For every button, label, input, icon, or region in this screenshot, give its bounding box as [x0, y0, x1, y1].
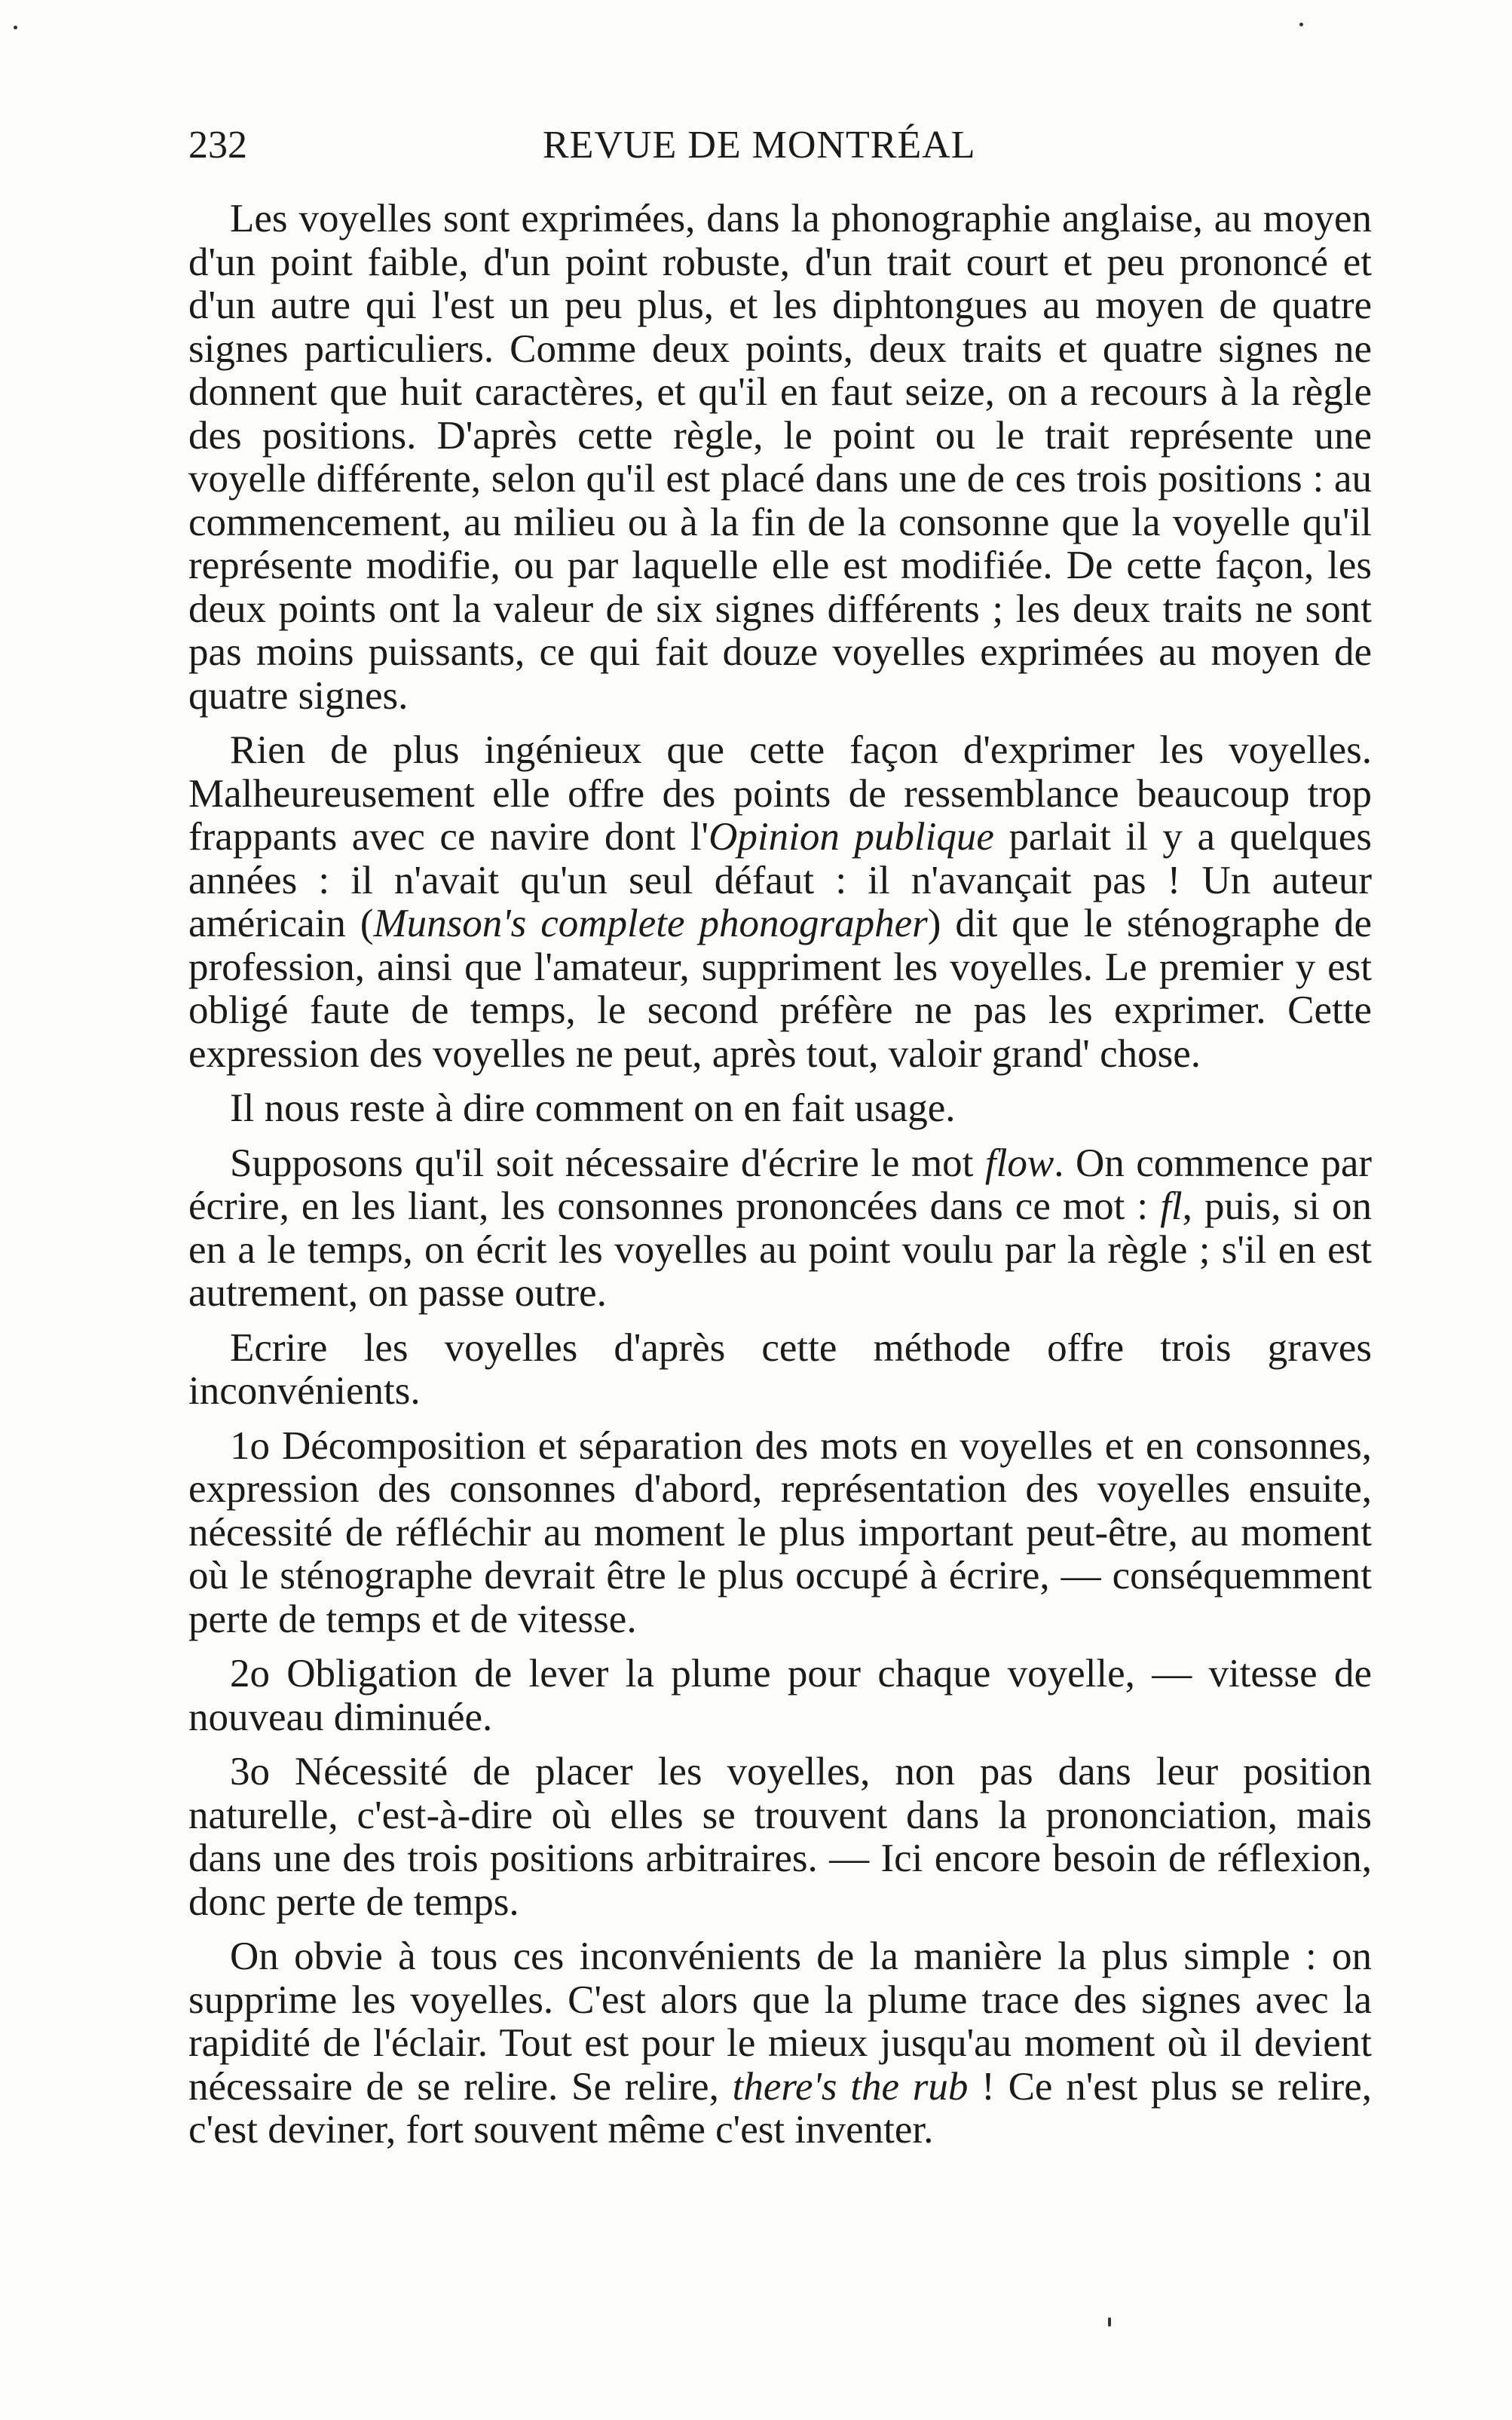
paragraph — [188, 1751, 1372, 1924]
paragraph — [188, 729, 1372, 1076]
italic-text: Opinion publique — [709, 815, 994, 859]
italic-text: fl — [1160, 1184, 1183, 1228]
paragraph — [188, 1425, 1372, 1642]
paragraph — [188, 1142, 1372, 1316]
paragraph — [188, 1935, 1372, 2152]
text-run: 3o Nécessité de placer les voyelles, non pas dans leur position naturelle, c'est-à-dire où elles se trouvent dans la prononciation, mais dans une des trois positions arbitraires. — Ici encore besoin de réflexion, donc perte de temps. — [188, 1750, 1372, 1924]
text-run: 2o Obligation de lever la plume pour chaque voyelle, — vitesse de nouveau diminuée. — [188, 1652, 1372, 1739]
italic-text: there's the rub — [732, 2064, 969, 2109]
ink-speck — [14, 26, 17, 29]
text-run: Les voyelles sont exprimées, dans la phonographie anglaise, au moyen d'un point faible, d'un point robuste, d'un trait court et peu prononcé et d'un autre qui l'est un peu plus, et les diphtongues au moyen de quatre signes particuliers. Comme deux points, deux traits et quatre signes ne donnent que huit caractères, et qu'il en faut seize, on a recours à la règle des positions. D'après cette règle, le point ou le trait représente une voyelle différente, selon qu'il est placé dans une de ces trois positions : au commencement, au milieu ou à la fin de la consonne que la voyelle qu'il représente modifie, ou par laquelle elle est modifiée. De cette façon, les deux points ont la valeur de six signes différents ; les deux traits ne sont pas moins puissants, ce qui fait douze voyelles exprimées au moyen de quatre signes. — [188, 197, 1372, 718]
text-run: parlait il y a quelques années : il n'avait qu'un seul défaut : il n'avançait pas ! Un auteur américain ( — [188, 815, 1372, 945]
italic-text: Munson's complete phonographer — [373, 902, 928, 945]
text-run: On obvie à tous ces inconvénients de la manière la plus simple : on supprime les voyelles. C'est alors que la plume trace des signes avec la rapidité de l'éclair. Tout est pour le mieux jusqu'au moment où il devient nécessaire de se relire. Se relire, — [188, 1934, 1372, 2109]
running-title: REVUE DE MONTRÉAL — [543, 124, 976, 167]
paragraph — [188, 198, 1372, 718]
text-run: . On commence par écrire, en les liant, les consonnes prononcées dans ce mot : — [188, 1141, 1372, 1228]
body-text — [188, 198, 1372, 2164]
text-run: , puis, si on en a le temps, on écrit les voyelles au point voulu par la règle ; s'il en est autrement, on passe outre. — [188, 1184, 1373, 1315]
ink-speck — [1108, 2317, 1111, 2327]
text-run: Ecrire les voyelles d'après cette méthode offre trois graves inconvénients. — [188, 1325, 1372, 1413]
text-run: Il nous reste à dire comment on en fait usage. — [230, 1086, 956, 1130]
page-number: 232 — [188, 124, 247, 167]
paragraph — [188, 1653, 1372, 1739]
paragraph — [188, 1327, 1372, 1414]
text-run: 1o Décomposition et séparation des mots en voyelles et en consonnes, expression des consonnes d'abord, représentation des voyelles ensuite, nécessité de réfléchir au moment le plus important peut-être, au moment où le sténographe devrait être le plus occupé à écrire, — conséquemment perte de temps et de vitesse. — [188, 1423, 1372, 1641]
text-run: ) dit que le sténographe de profession, ainsi que l'amateur, suppriment les voyelles. Le premier y est obligé faute de temps, le second préfère ne pas les exprimer. Cette expression des voyelles ne peut, après tout, valoir grand' chose. — [188, 902, 1372, 1076]
ink-speck — [1299, 23, 1303, 26]
text-run: Rien de plus ingénieux que cette façon d'exprimer les voyelles. Malheureusement elle offre des points de ressemblance beaucoup trop frappants avec ce navire dont l' — [188, 728, 1372, 859]
page-header — [188, 119, 1372, 172]
italic-text: flow — [984, 1141, 1054, 1185]
text-run: ! Ce n'est plus se relire, c'est deviner, fort souvent même c'est inventer. — [188, 2064, 1372, 2152]
text-run: Supposons qu'il soit nécessaire d'écrire le mot — [230, 1141, 985, 1185]
paragraph — [188, 1087, 1372, 1131]
